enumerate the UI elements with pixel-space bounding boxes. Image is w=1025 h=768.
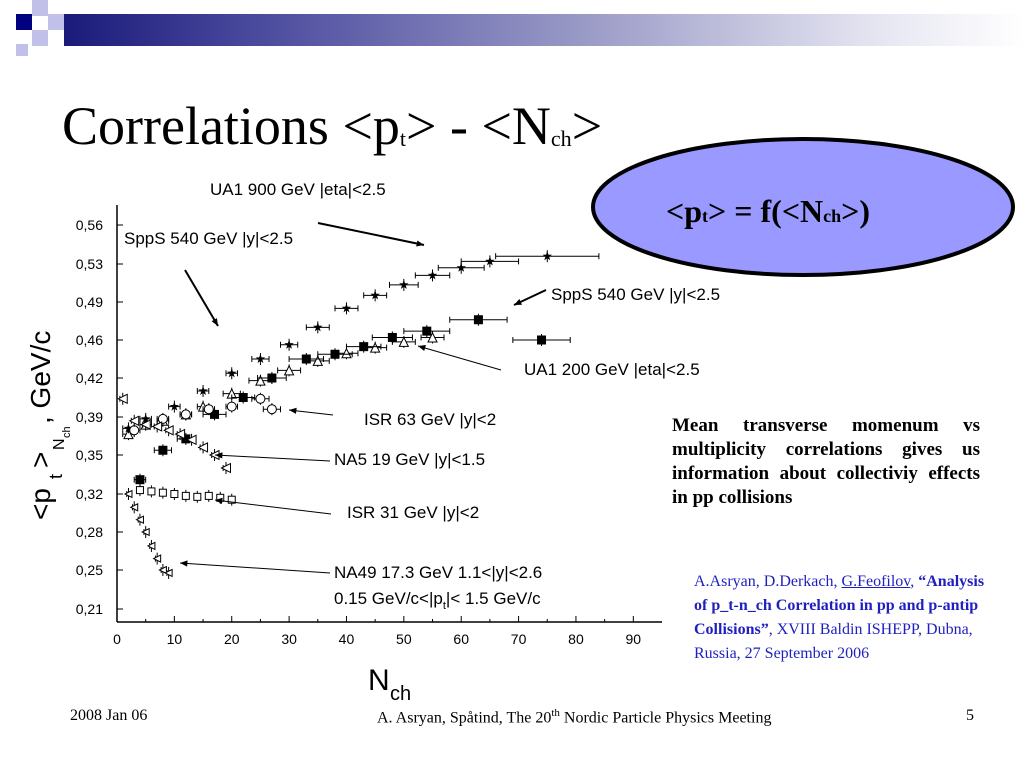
circle-marker: [256, 394, 265, 403]
series-open-triangle-left-small: [125, 488, 172, 579]
annotation-arrow-line: [318, 223, 424, 245]
y-tick-label: 0,35: [75, 447, 103, 463]
annotation-label: NA5 19 GeV |y|<1.5: [334, 450, 486, 469]
annotation-arrow-head: [180, 560, 188, 566]
y-label-sub: N: [51, 438, 68, 450]
y-tick-label: 0,53: [75, 256, 103, 272]
circle-marker: [158, 414, 167, 423]
square-marker: [359, 342, 368, 351]
y-label-sub: ch: [61, 426, 73, 438]
deco-square: [32, 0, 48, 16]
open-square-marker: [194, 493, 201, 500]
ref-title: “Analysis of p_t-n_ch Correlation in pp and p-antip Collisions”: [694, 573, 985, 638]
ref-venue: , XVIII Baldin ISHEPP, Dubna, Russia, 27 September 2006: [694, 621, 973, 662]
x-axis-label-sub: ch: [390, 683, 412, 705]
annotation-label: 0.15 GeV/$c<|p_t|< 1.5$ GeV/c: [334, 589, 541, 612]
square-marker: [267, 374, 276, 383]
annotation-label: ISR 31 GeV |y|<2: [347, 503, 480, 522]
y-tick-label: 0,32: [75, 486, 103, 502]
x-tick-label: 20: [223, 631, 240, 647]
reference-block: [694, 570, 989, 666]
annotation-label: ISR 63 GeV |y|<2: [364, 410, 497, 429]
square-marker: [239, 393, 248, 402]
circle-marker: [181, 410, 190, 419]
circle-marker: [227, 402, 236, 411]
x-tick-label: 30: [281, 631, 297, 647]
open-square-marker: [148, 488, 155, 495]
circle-marker: [130, 426, 139, 435]
y-axis-label: [25, 331, 73, 520]
y-tick-label: 0,28: [75, 524, 103, 540]
square-marker: [331, 350, 340, 359]
annotation-arrow-line: [180, 563, 330, 573]
x-tick-label: 70: [510, 631, 527, 647]
footer-center: A. Asryan, Spåtind, The 20th Nordic Particle Physics Meeting: [377, 707, 772, 727]
deco-square: [16, 14, 32, 30]
square-marker: [388, 333, 397, 342]
annotation-arrow-head: [289, 408, 297, 414]
annotation-label: UA1 200 GeV |eta|<2.5: [524, 360, 700, 379]
y-tick-label: 0,21: [75, 601, 103, 617]
annotation-arrow-line: [215, 455, 330, 461]
y-label-sub: t: [46, 473, 66, 479]
y-tick-label: 0,25: [75, 562, 103, 578]
y-tick-label: 0,46: [75, 332, 103, 348]
x-axis-label: N: [368, 664, 390, 697]
annotation-label: SppS 540 GeV |y|<2.5: [124, 229, 294, 248]
x-tick-label: 90: [625, 631, 642, 647]
y-tick-label: 0,56: [75, 217, 103, 233]
annotation-arrow-head: [418, 345, 426, 351]
slide-title: Correlations $<p_t> - <N_{ch}>$: [62, 96, 603, 156]
ref-comma: ,: [910, 573, 915, 590]
y-label-part: , GeV/c: [25, 330, 56, 424]
x-tick-label: 80: [568, 631, 584, 647]
x-tick-label: 10: [166, 631, 183, 647]
annotation-arrow-line: [418, 346, 501, 370]
square-marker: [422, 327, 431, 336]
x-tick-label: 50: [396, 631, 412, 647]
y-tick-label: 0,42: [75, 370, 103, 386]
ellipse-formula: <pt> = f(<Nch>): [666, 193, 871, 229]
annotation-label: SppS 540 GeV |y|<2.5: [551, 285, 721, 304]
square-marker: [135, 475, 144, 484]
open-square-marker: [205, 492, 212, 499]
open-square-marker: [182, 492, 189, 499]
annotation-label: NA49 17.3 GeV 1.1<|y|<2.6: [334, 563, 543, 582]
x-tick-label: 40: [338, 631, 355, 647]
square-marker: [474, 315, 483, 324]
pt-nch-chart: [0, 170, 721, 710]
x-tick-label: 60: [453, 631, 469, 647]
y-label-part: >: [25, 451, 56, 468]
x-tick-label: 0: [113, 631, 121, 647]
open-square-marker: [171, 491, 178, 498]
open-square-marker: [136, 487, 143, 494]
open-square-marker: [159, 489, 166, 496]
square-marker: [302, 355, 311, 364]
y-label-part: <p: [25, 488, 56, 520]
annotation-arrow-line: [185, 270, 218, 326]
annotation-arrow-line: [215, 500, 331, 514]
header-gradient-bar: [64, 14, 1024, 46]
annotation-label: UA1 900 GeV |eta|<2.5: [210, 180, 386, 199]
square-marker: [158, 446, 167, 455]
circle-marker: [204, 405, 213, 414]
deco-square: [16, 44, 28, 56]
ref-author-link[interactable]: G.Feofilov: [841, 573, 911, 590]
y-tick-label: 0,49: [75, 294, 103, 310]
circle-marker: [267, 405, 276, 414]
footer-date: 2008 Jan 06: [70, 707, 148, 724]
ref-authors: A.Asryan, D.Derkach,: [694, 573, 842, 590]
deco-square: [32, 30, 48, 46]
footer-page-number: 5: [966, 707, 974, 724]
y-tick-label: 0,39: [75, 409, 103, 425]
square-marker: [537, 336, 546, 345]
chart-ticks: [76, 217, 642, 647]
description-text: Mean transverse momenum vs multiplicity correlations gives us information about collectiviy effects in pp collisions: [672, 415, 980, 508]
deco-square: [48, 14, 64, 30]
